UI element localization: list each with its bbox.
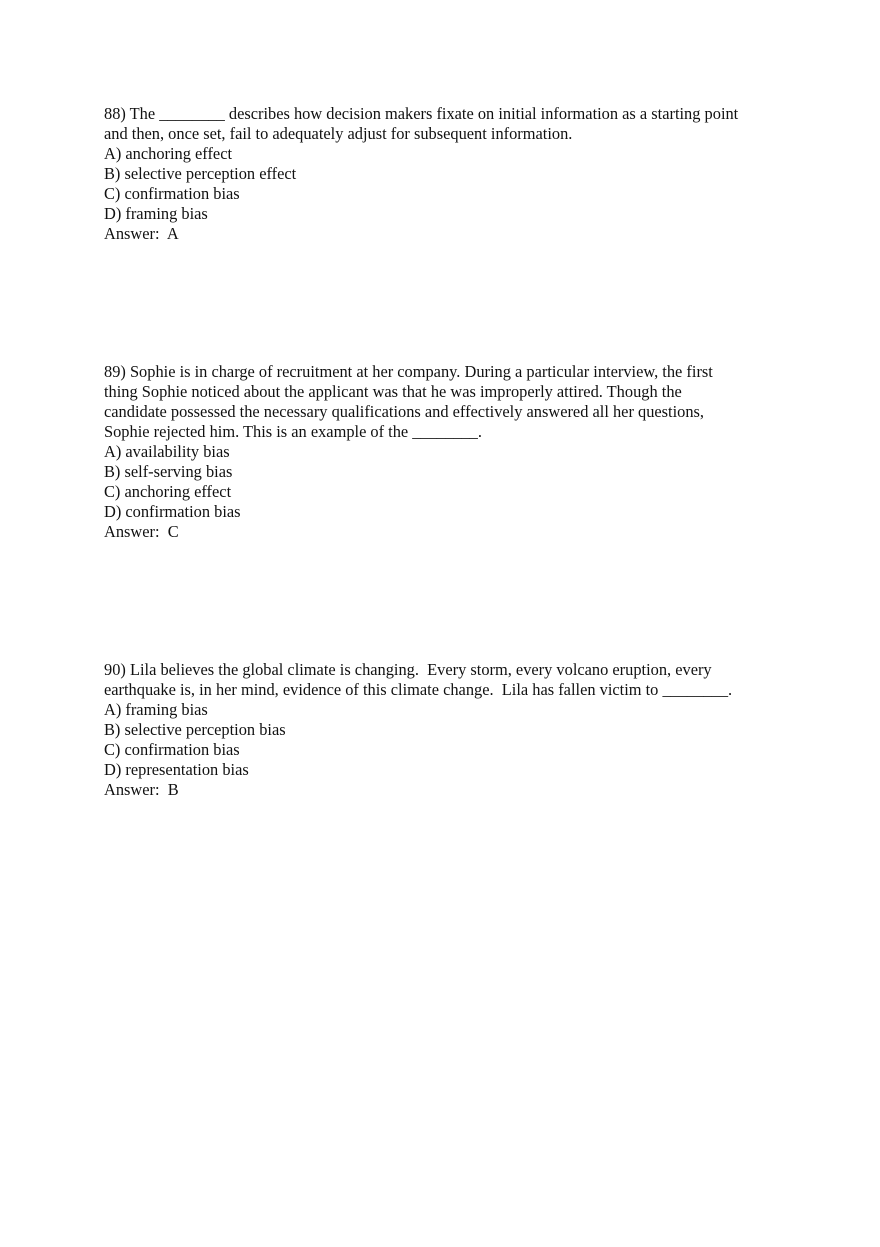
choice-b: B) selective perception bias: [104, 720, 286, 739]
stem-line: earthquake is, in her mind, evidence of this climate change. Lila has fallen victim to ________.: [104, 680, 733, 699]
choice-a: A) availability bias: [104, 442, 230, 461]
answer-choices: [104, 700, 794, 780]
choice-a: A) anchoring effect: [104, 144, 233, 163]
answer-choices: [104, 144, 794, 224]
choice-d: D) representation bias: [104, 760, 249, 779]
choice-d: D) framing bias: [104, 204, 208, 223]
stem-line: Sophie rejected him. This is an example of the ________.: [104, 422, 482, 441]
answer-key: Answer: A: [104, 224, 179, 243]
stem-line: candidate possessed the necessary qualifications and effectively answered all her questions,: [104, 402, 705, 421]
question-stem: [104, 660, 794, 700]
stem-line: thing Sophie noticed about the applicant was that he was improperly attired. Though the: [104, 382, 682, 401]
question-stem: [104, 362, 794, 442]
stem-line: 89) Sophie is in charge of recruitment at her company. During a particular interview, the first: [104, 362, 713, 381]
choice-d: D) confirmation bias: [104, 502, 241, 521]
stem-line: and then, once set, fail to adequately adjust for subsequent information.: [104, 124, 573, 143]
question-90: [104, 660, 794, 800]
stem-line: 90) Lila believes the global climate is changing. Every storm, every volcano eruption, every: [104, 660, 712, 679]
answer-key: Answer: C: [104, 522, 179, 541]
choice-c: C) confirmation bias: [104, 184, 240, 203]
choice-b: B) self-serving bias: [104, 462, 233, 481]
choice-c: C) confirmation bias: [104, 740, 240, 759]
question-stem: [104, 104, 794, 144]
answer-key: Answer: B: [104, 780, 179, 799]
choice-a: A) framing bias: [104, 700, 208, 719]
choice-b: B) selective perception effect: [104, 164, 297, 183]
stem-line: 88) The ________ describes how decision makers fixate on initial information as a starting point: [104, 104, 739, 123]
answer-choices: [104, 442, 794, 522]
question-88: [104, 104, 794, 244]
question-89: [104, 362, 794, 542]
choice-c: C) anchoring effect: [104, 482, 232, 501]
